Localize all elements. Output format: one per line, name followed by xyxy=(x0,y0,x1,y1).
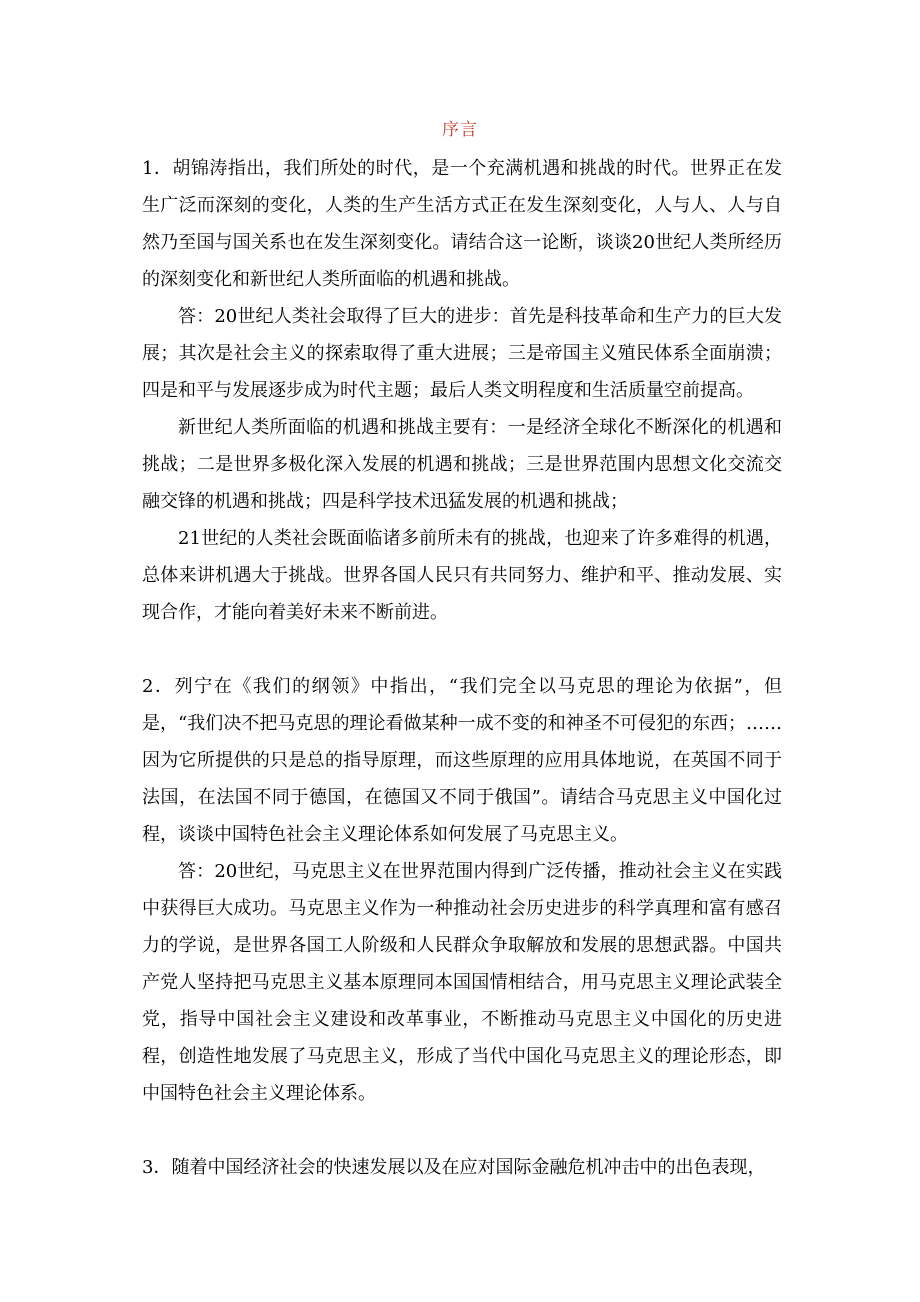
answer-2: 答：20世纪，马克思主义在世界范围内得到广泛传播，推动社会主义在实践中获得巨大成功。马克思主义作为一种推动社会历史进步的科学真理和富有感召力的学说，是世界各国工人阶级和人民群众争取解放和发展的思想武器。中国共产党人坚持把马克思主义基本原理同本国国情相结合，用马克思主义理论武装全党，指导中国社会主义建设和改革事业，不断推动马克思主义中国化的历史进程，创造性地发展了马克思主义，形成了当代中国化马克思主义的理论形态，即中国特色社会主义理论体系。 xyxy=(142,861,782,1104)
answer-1-part-2: 新世纪人类所面临的机遇和挑战主要有：一是经济全球化不断深化的机遇和挑战；二是世界多极化深入发展的机遇和挑战；三是世界范围内思想文化交流交融交锋的机遇和挑战；四是科学技术迅猛发展的机遇和挑战； xyxy=(142,417,782,512)
answer-1-part-3: 21世纪的人类社会既面临诸多前所未有的挑战，也迎来了许多难得的机遇，总体来讲机遇大于挑战。世界各国人民只有共同努力、维护和平、推动发展、实现合作，才能向着美好未来不断前进。 xyxy=(142,528,782,623)
document-body xyxy=(142,150,782,1186)
question-2: 2．列宁在《我们的纲领》中指出，“我们完全以马克思的理论为依据”，但是，“我们决不把马克思的理论看做某种一成不变的和神圣不可侵犯的东西；……因为它所提供的只是总的指导原理，而这些原理的应用具体地说，在英国不同于法国，在法国不同于德国，在德国又不同于俄国”。请结合马克思主义中国化过程，谈谈中国特色社会主义理论体系如何发展了马克思主义。 xyxy=(142,676,782,845)
question-3: 3．随着中国经济社会的快速发展以及在应对国际金融危机冲击中的出色表现， xyxy=(142,1157,766,1178)
question-1: 1．胡锦涛指出，我们所处的时代，是一个充满机遇和挑战的时代。世界正在发生广泛而深刻的变化，人类的生产生活方式正在发生深刻变化，人与人、人与自然乃至国与国关系也在发生深刻变化。请结合这一论断，谈谈20世纪人类所经历的深刻变化和新世纪人类所面临的机遇和挑战。 xyxy=(142,158,782,290)
answer-1-part-1: 答：20世纪人类社会取得了巨大的进步：首先是科技革命和生产力的巨大发展；其次是社会主义的探索取得了重大进展；三是帝国主义殖民体系全面崩溃；四是和平与发展逐步成为时代主题；最后人类文明程度和生活质量空前提高。 xyxy=(142,306,782,401)
document-title: 序言 xyxy=(442,120,478,140)
